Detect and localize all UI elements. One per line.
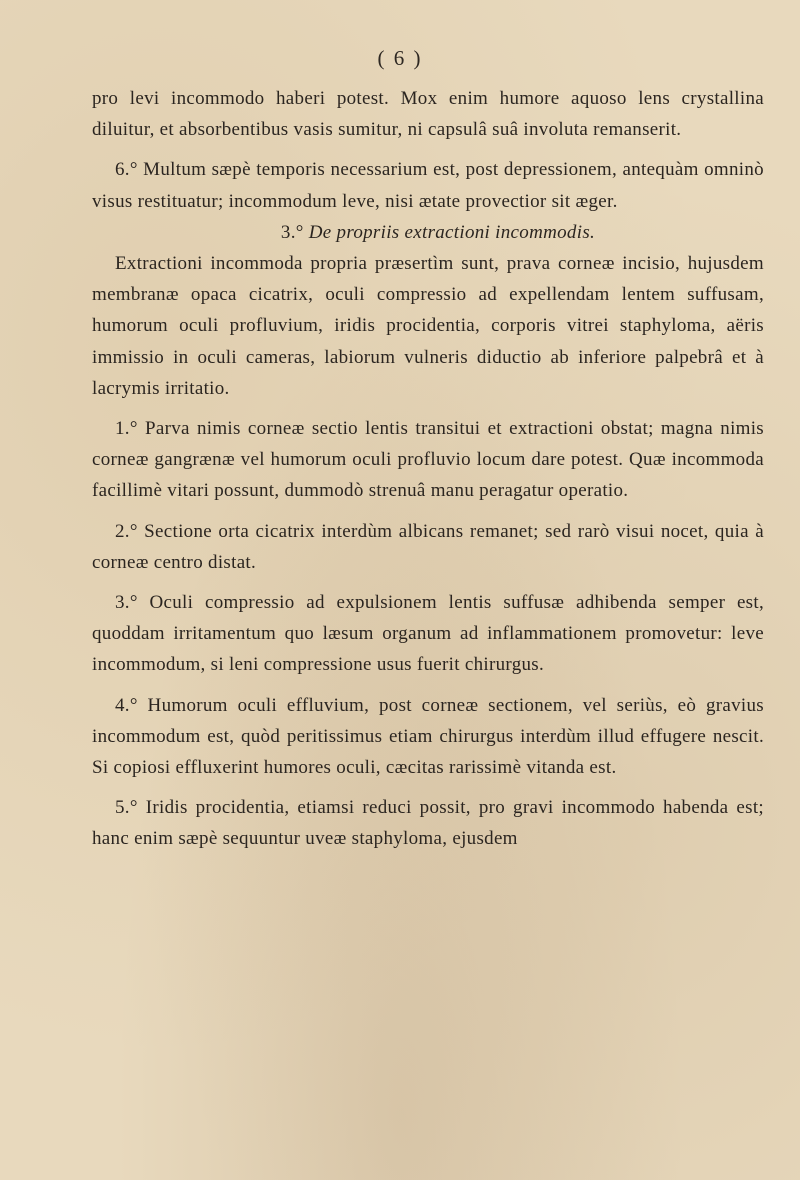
paragraph-2: 2.° Sectione orta cicatrix interdùm albicans remanet; sed rarò visui nocet, quia à corneæ centro distat. (92, 520, 764, 573)
paragraph-1: 1.° Parva nimis corneæ sectio lentis transitui et extractioni obstat; magna nimis corneæ gangrænæ vel humorum oculi profluvio locum dare potest. Quæ incommoda facillimè vitari possunt, dummodò strenuâ manu peragatur operatio. (92, 418, 764, 502)
section-heading (92, 217, 764, 248)
paragraph-5: 5.° Iridis procidentia, etiamsi reduci possit, pro gravi incommodo habenda est; hanc enim sæpè sequuntur uveæ staphyloma, ejusdem (92, 797, 764, 850)
page-number: ( 6 ) (377, 46, 423, 70)
page-text-body (92, 83, 764, 855)
section-title: De propriis extractioni incommodis. (308, 221, 596, 243)
paragraph-3: 3.° Oculi compressio ad expulsionem lentis suffusæ adhibenda semper est, quoddam irritamentum quo læsum organum ad inflammationem promovetur: leve incommodum, si leni compressione usus fuerit chirurgus. (92, 592, 764, 676)
paragraph-continued: pro levi incommodo haberi potest. Mox enim humore aquoso lens crystallina diluitur, et absorbentibus vasis sumitur, ni capsulâ suâ involuta remanserit. (92, 88, 764, 141)
paragraph-intro: Extractioni incommoda propria præsertìm sunt, prava corneæ incisio, hujusdem membranæ opaca cicatrix, oculi compressio ad expellendam lentem suffusam, humorum oculi profluvium, iridis procidentia, corporis vitrei staphyloma, aëris immissio in oculi cameras, labiorum vulneris diductio ab inferiore palpebrâ et à lacrymis irritatio. (92, 253, 764, 399)
paragraph-6: 6.° Multum sæpè temporis necessarium est, post depressionem, antequàm omninò visus restituatur; incommodum leve, nisi ætate provectior sit æger. (92, 159, 764, 212)
section-number: 3.° (280, 221, 304, 243)
paragraph-4: 4.° Humorum oculi effluvium, post corneæ sectionem, vel seriùs, eò gravius incommodum est, quòd peritissimus etiam chirurgus interdùm illud effugere nescit. Si copiosi effluxerint humores oculi, cæcitas rarissimè vitanda est. (92, 694, 764, 779)
